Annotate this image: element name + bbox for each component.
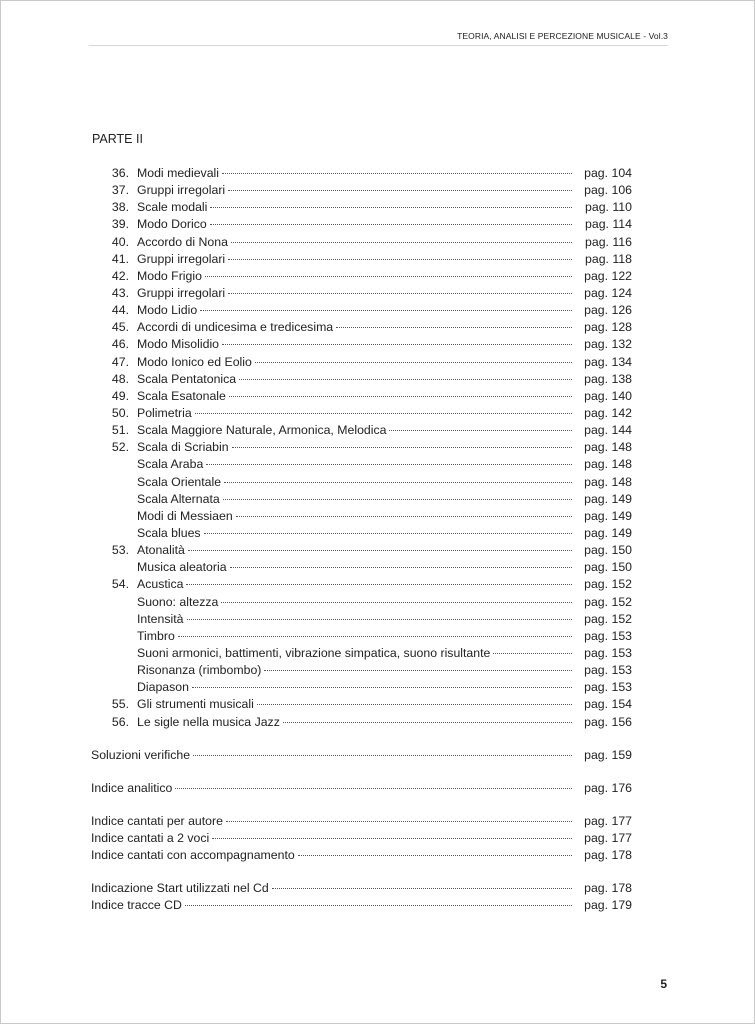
entry-title-leader [91,780,576,797]
entry-page-ref: pag. 118 [585,251,632,266]
entry-page-ref: pag. 156 [584,714,632,729]
entry-page-ref: pag. 149 [584,491,632,506]
entry-title-leader [137,285,576,302]
dot-leader [195,413,572,414]
toc-entry [91,388,632,405]
entry-title-leader [137,662,576,679]
chapter-number: 56. [111,714,129,729]
entry-page-ref: pag. 148 [584,474,632,489]
toc-entry [91,165,632,182]
toc-entry [91,542,632,559]
toc-entry [91,405,632,422]
toc-entry [91,679,632,696]
entry-title-leader [137,354,576,371]
toc-entry [91,813,632,830]
entry-title-leader [137,456,576,473]
dot-leader [228,190,572,191]
header-divider [89,45,668,46]
entry-title: Indice cantati per autore [91,813,223,828]
entry-page-ref: pag. 152 [584,577,632,592]
chapter-number: 51. [111,423,129,438]
entry-title-leader [137,268,576,285]
toc-entry [91,594,632,611]
entry-page-ref: pag. 150 [584,560,632,575]
entry-page-ref: pag. 153 [584,628,632,643]
entry-title: Intensità [137,611,184,626]
entry-title: Scala Alternata [137,491,220,506]
entry-page-ref: pag. 128 [584,320,632,335]
dot-leader [193,755,572,756]
entry-page-ref: pag. 153 [584,680,632,695]
toc-entry [91,319,632,336]
dot-leader [175,788,572,789]
toc-entry [91,662,632,679]
dot-leader [283,722,572,723]
entry-page-ref: pag. 179 [584,898,632,913]
toc-entry [91,714,632,731]
dot-leader [231,242,572,243]
dot-leader [223,499,572,500]
entry-page-ref: pag. 153 [584,645,632,660]
entry-title-leader [137,696,576,713]
entry-title-leader [137,336,576,353]
entry-title-leader [91,847,576,864]
chapter-number: 37. [111,183,129,198]
entry-page-ref: pag. 149 [584,525,632,540]
running-header: TEORIA, ANALISI E PERCEZIONE MUSICALE - Vol.3 [457,31,668,41]
entry-title: Suono: altezza [137,594,219,609]
entry-page-ref: pag. 152 [584,594,632,609]
toc-entry [91,559,632,576]
entry-title: Acustica [137,577,184,592]
entry-page-ref: pag. 176 [584,780,632,795]
entry-title: Scala Maggiore Naturale, Armonica, Melodica [137,423,387,438]
dot-leader [221,602,572,603]
toc-entry [91,336,632,353]
entry-title: Gli strumenti musicali [137,697,254,712]
entry-page-ref: pag. 134 [584,354,632,369]
dot-leader [187,619,573,620]
dot-leader [228,293,572,294]
toc-entry [91,234,632,251]
toc-entry [91,354,632,371]
toc-entry [91,847,632,864]
entry-title: Le sigle nella musica Jazz [137,714,280,729]
chapter-number: 42. [111,268,129,283]
toc-entry [91,302,632,319]
entry-title: Modo Dorico [137,217,207,232]
entry-title: Accordi di undicesima e tredicesima [137,320,334,335]
entry-page-ref: pag. 122 [584,268,632,283]
entry-title: Scala Orientale [137,474,222,489]
entry-title-leader [137,645,576,662]
entry-title: Modo Lidio [137,303,198,318]
dot-leader [236,516,572,517]
entry-page-ref: pag. 178 [584,848,632,863]
entry-title: Accordo di Nona [137,234,228,249]
entry-page-ref: pag. 114 [585,217,632,232]
dot-leader [389,430,572,431]
dot-leader [185,905,572,906]
toc-entry [91,645,632,662]
entry-page-ref: pag. 116 [585,234,632,249]
toc-entry [91,268,632,285]
entry-page-ref: pag. 159 [584,747,632,762]
entry-page-ref: pag. 138 [584,371,632,386]
entry-title: Scala di Scriabin [137,440,229,455]
entry-page-ref: pag. 153 [584,663,632,678]
entry-page-ref: pag. 126 [584,303,632,318]
chapter-number: 39. [111,217,129,232]
entry-title: Modo Frigio [137,268,202,283]
toc-entry [91,830,632,847]
toc-entry [91,696,632,713]
dot-leader [210,207,572,208]
entry-title-leader [137,319,576,336]
entry-title-leader [91,880,576,897]
entry-title: Modi di Messiaen [137,508,233,523]
entry-title-leader [137,216,576,233]
entry-title-leader [137,474,576,491]
entry-page-ref: pag. 178 [584,881,632,896]
dot-leader [264,670,572,671]
dot-leader [493,653,572,654]
entry-title: Indice analitico [91,780,173,795]
entry-title-leader [137,679,576,696]
entry-title: Gruppi irregolari [137,251,226,266]
chapter-number: 43. [111,285,129,300]
chapter-number: 41. [111,251,129,266]
entry-title: Scala blues [137,525,201,540]
entry-title: Indice cantati con accompagnamento [91,848,295,863]
chapter-number: 38. [111,200,129,215]
entry-page-ref: pag. 142 [584,405,632,420]
dot-leader [204,533,572,534]
entry-title: Suoni armonici, battimenti, vibrazione simpatica, suono risultante [137,645,491,660]
entry-page-ref: pag. 124 [584,285,632,300]
toc-entry [91,182,632,199]
chapter-number: 36. [111,166,129,180]
entry-title: Atonalità [137,543,185,558]
entry-page-ref: pag. 152 [584,611,632,626]
entry-title: Scale modali [137,200,208,215]
dot-leader [239,379,572,380]
entry-title-leader [137,371,576,388]
dot-leader [226,821,572,822]
entry-title: Indice cantati a 2 voci [91,831,210,846]
toc-entry [91,780,632,797]
entry-title-leader [137,422,576,439]
dot-leader [205,276,572,277]
entry-title-leader [91,830,576,847]
entry-title: Polimetria [137,405,192,420]
entry-title: Risonanza (rimbombo) [137,663,262,678]
entry-title: Modi medievali [137,166,220,180]
dot-leader [224,482,572,483]
chapter-number: 50. [111,405,129,420]
toc-entry [91,439,632,456]
entry-title: Indicazione Start utilizzati nel Cd [91,881,269,896]
table-of-contents [91,165,632,915]
entry-title: Musica aleatoria [137,560,227,575]
toc-entry [91,285,632,302]
entry-title-leader [91,747,576,764]
dot-leader [206,464,572,465]
entry-title-leader [137,508,576,525]
entry-page-ref: pag. 150 [584,543,632,558]
entry-title-leader [137,182,576,199]
dot-leader [178,636,572,637]
entry-title-leader [137,576,576,593]
entry-title: Indice tracce CD [91,898,182,913]
entry-title-leader [137,165,576,182]
entry-title: Diapason [137,680,189,695]
entry-title-leader [137,628,576,645]
chapter-number: 48. [111,371,129,386]
chapter-number: 47. [111,354,129,369]
entry-title: Gruppi irregolari [137,183,226,198]
chapter-number: 40. [111,234,129,249]
entry-page-ref: pag. 104 [584,166,632,180]
toc-entry [91,576,632,593]
entry-page-ref: pag. 144 [584,423,632,438]
dot-leader [229,396,572,397]
dot-leader [255,362,572,363]
part-title: PARTE II [92,132,143,146]
dot-leader [212,838,572,839]
dot-leader [186,584,572,585]
entry-page-ref: pag. 148 [584,440,632,455]
entry-title-leader [137,559,576,576]
entry-page-ref: pag. 154 [584,697,632,712]
entry-title: Scala Pentatonica [137,371,237,386]
entry-title-leader [137,388,576,405]
dot-leader [200,310,572,311]
entry-title: Modo Misolidio [137,337,220,352]
page-number: 5 [660,977,667,991]
dot-leader [188,550,572,551]
toc-entry [91,747,632,764]
toc-entry [91,474,632,491]
chapter-number: 45. [111,320,129,335]
entry-page-ref: pag. 177 [584,831,632,846]
chapter-number: 52. [111,440,129,455]
dot-leader [230,567,572,568]
dot-leader [336,327,572,328]
entry-title-leader [137,234,576,251]
entry-page-ref: pag. 110 [585,200,632,215]
entry-title-leader [137,525,576,542]
toc-entry [91,897,632,914]
entry-title-leader [137,199,576,216]
entry-title-leader [137,714,576,731]
entry-page-ref: pag. 149 [584,508,632,523]
toc-entry [91,508,632,525]
toc-entry [91,880,632,897]
dot-leader [222,173,572,174]
chapter-number: 49. [111,388,129,403]
chapter-number: 54. [111,577,129,592]
entry-title: Timbro [137,628,175,643]
entry-page-ref: pag. 140 [584,388,632,403]
entry-page-ref: pag. 132 [584,337,632,352]
entry-page-ref: pag. 106 [584,183,632,198]
entry-page-ref: pag. 148 [584,457,632,472]
dot-leader [222,344,572,345]
dot-leader [298,855,572,856]
toc-entry [91,251,632,268]
entry-page-ref: pag. 177 [584,813,632,828]
toc-entry [91,216,632,233]
entry-title: Soluzioni verifiche [91,747,191,762]
dot-leader [210,224,572,225]
dot-leader [232,447,572,448]
chapter-number: 46. [111,337,129,352]
entry-title-leader [137,611,576,628]
dot-leader [257,704,572,705]
entry-title: Scala Esatonale [137,388,226,403]
toc-entry [91,456,632,473]
chapter-number: 53. [111,543,129,558]
toc-entry [91,371,632,388]
toc-entry [91,491,632,508]
entry-title-leader [137,405,576,422]
entry-title-leader [137,302,576,319]
entry-title-leader [137,542,576,559]
toc-entry [91,611,632,628]
dot-leader [192,687,572,688]
toc-entry [91,199,632,216]
toc-entry [91,525,632,542]
chapter-number: 55. [111,697,129,712]
entry-title-leader [137,251,576,268]
toc-entry [91,422,632,439]
entry-title-leader [137,439,576,456]
entry-title-leader [137,491,576,508]
toc-entry [91,628,632,645]
entry-title: Scala Araba [137,457,204,472]
entry-title-leader [91,897,576,914]
entry-title-leader [91,813,576,830]
dot-leader [272,888,572,889]
dot-leader [228,259,572,260]
entry-title-leader [137,594,576,611]
entry-title: Modo Ionico ed Eolio [137,354,252,369]
chapter-number: 44. [111,303,129,318]
entry-title: Gruppi irregolari [137,285,226,300]
